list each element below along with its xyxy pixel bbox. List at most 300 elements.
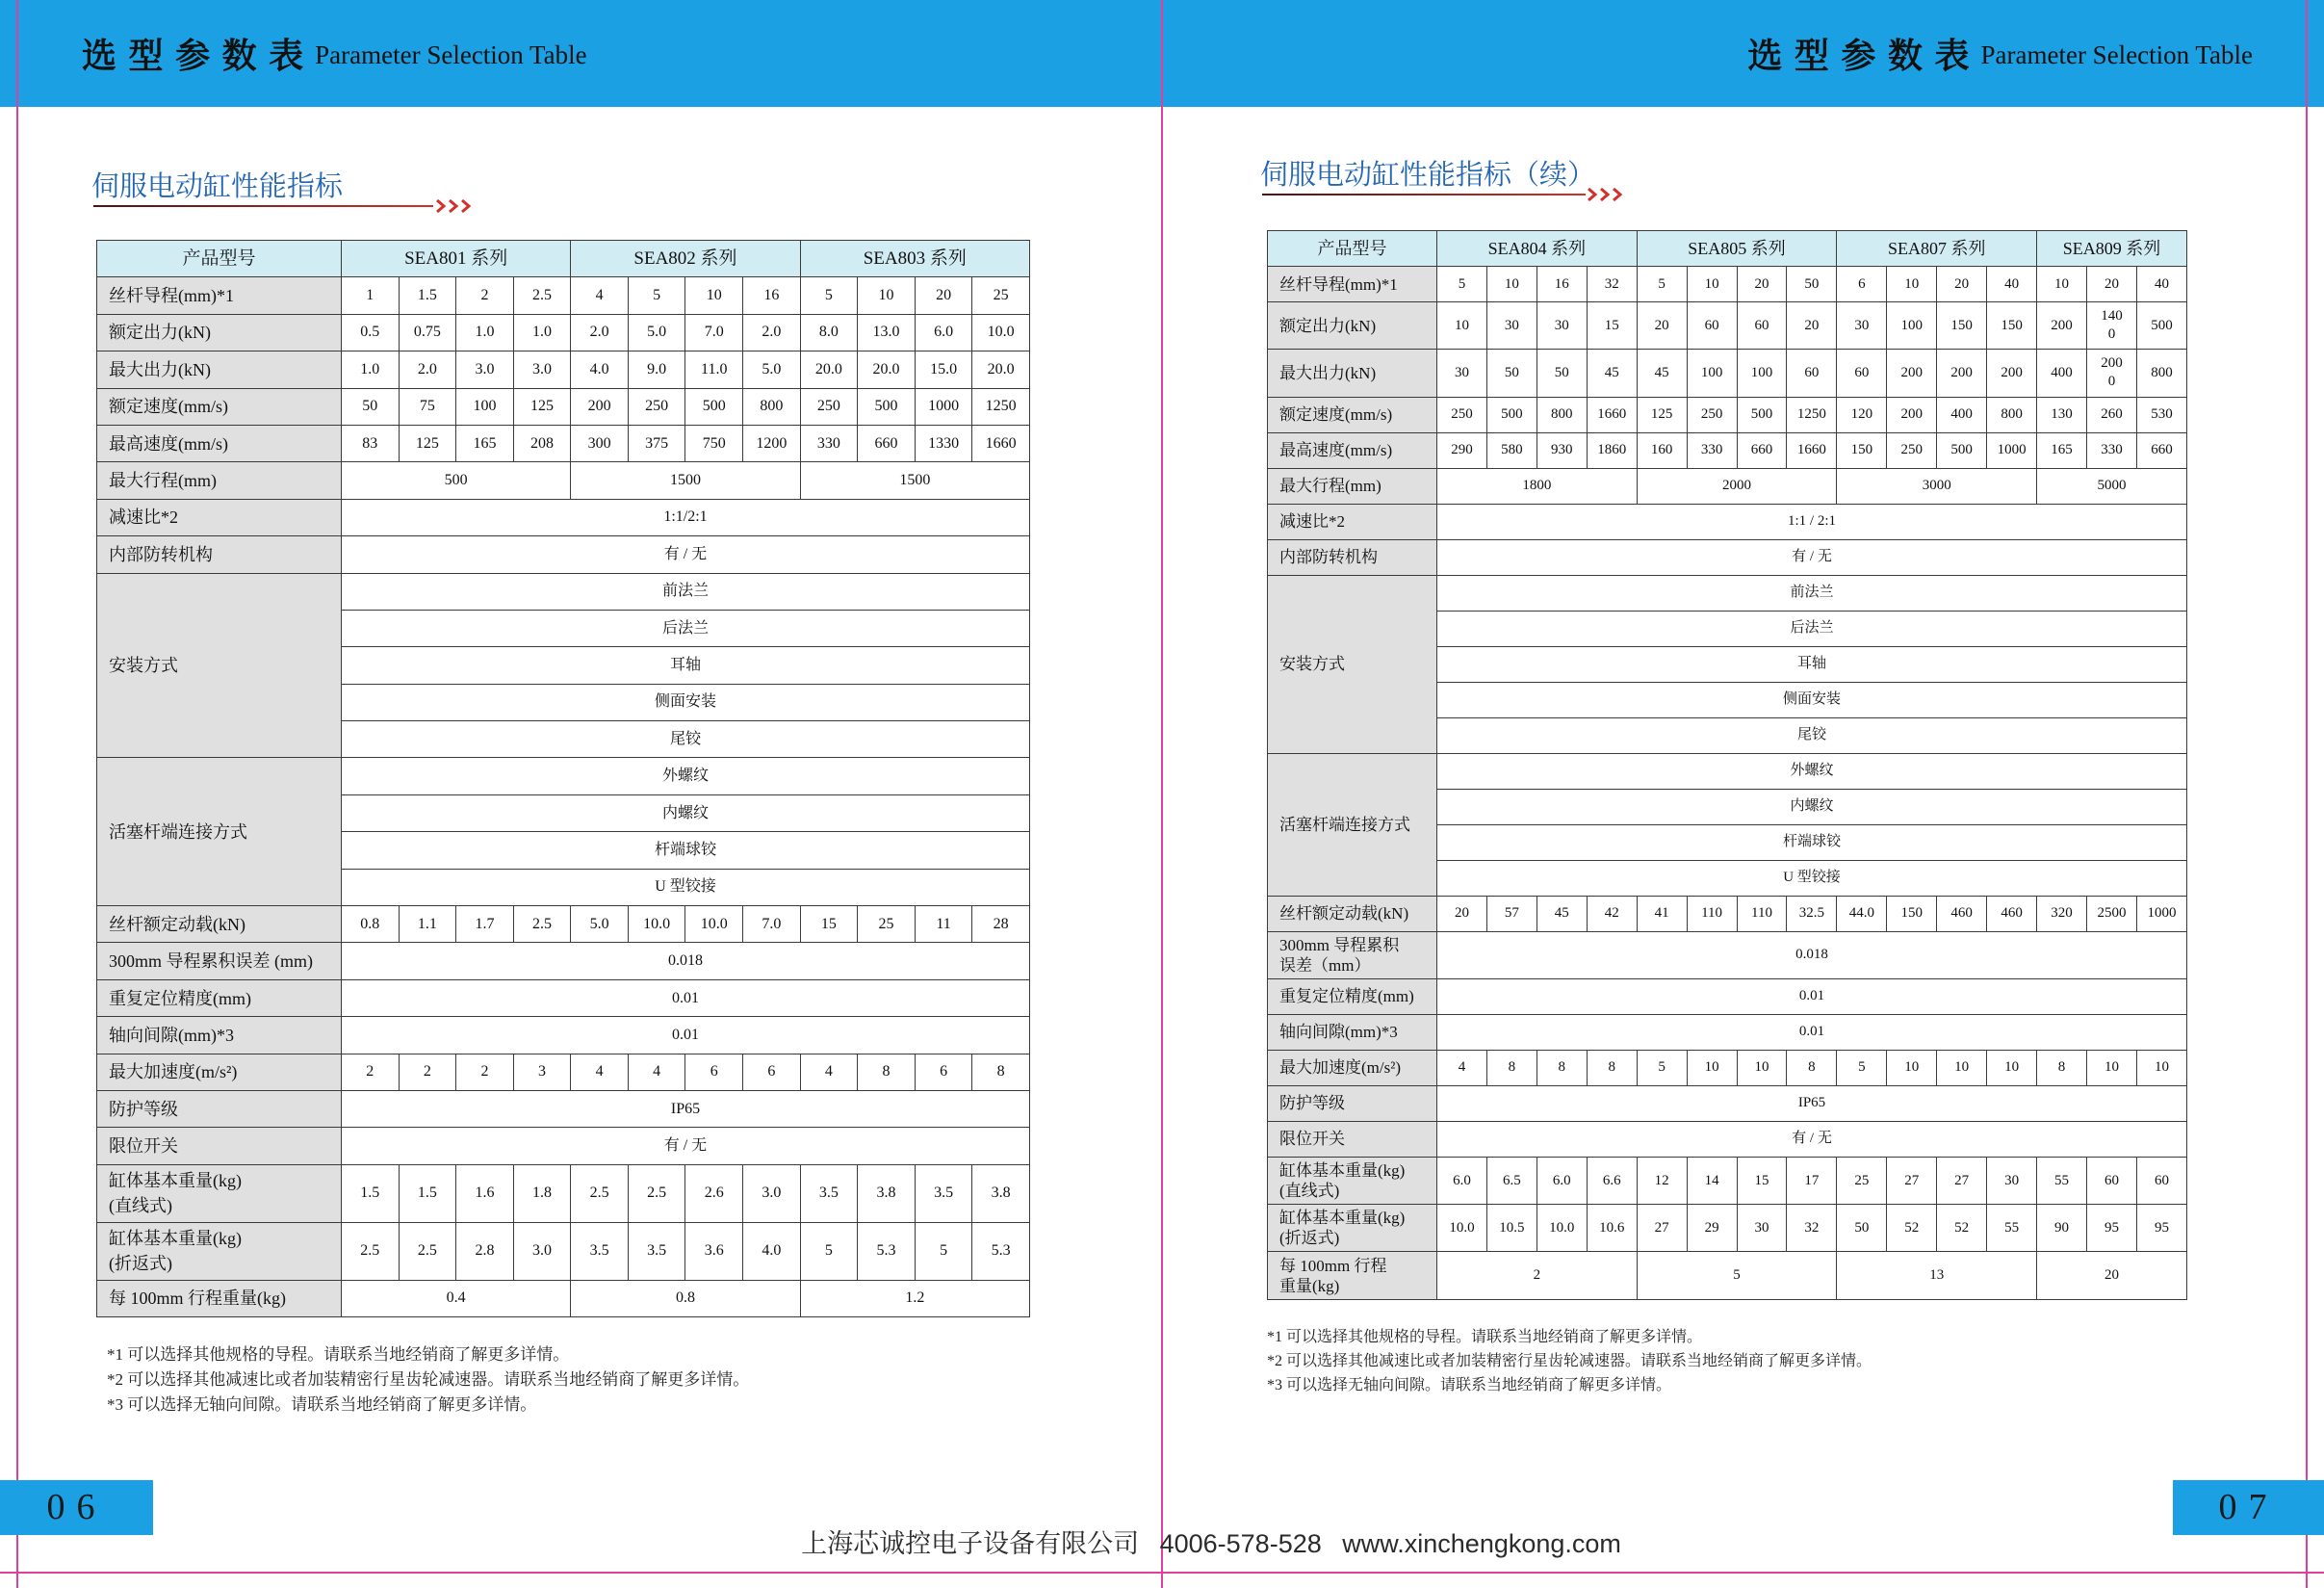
param-value xyxy=(2086,350,2136,397)
param-value: 6 xyxy=(685,1054,743,1090)
param-value: 20 xyxy=(1637,302,1687,350)
param-value: 45 xyxy=(1637,350,1687,397)
page-number: 07 xyxy=(2173,1480,2324,1535)
table-row xyxy=(1268,1050,2187,1085)
param-value: 15 xyxy=(1587,302,1637,350)
param-value: 3.0 xyxy=(456,351,514,388)
param-value: 5.0 xyxy=(743,351,801,388)
param-label: 丝杆额定动载(kN) xyxy=(1268,896,1437,931)
param-value: 52 xyxy=(1937,1205,1987,1252)
banner-title-cn: 选 型 参 数 表 xyxy=(1747,36,1970,76)
param-value: 500 xyxy=(1937,432,1987,468)
footnote: *3 可以选择无轴向间隙。请联系当地经销商了解更多详情。 xyxy=(1267,1377,1672,1393)
param-value: 3.6 xyxy=(685,1222,743,1280)
table-row xyxy=(1268,397,2187,432)
option-value: 尾铰 xyxy=(342,721,1030,758)
param-label: 最高速度(mm/s) xyxy=(1268,432,1437,468)
param-value: 2500 xyxy=(2086,896,2136,931)
param-label: 缸体基本重量(kg) (直线式) xyxy=(1268,1157,1437,1204)
param-value: 3.0 xyxy=(743,1164,801,1222)
param-value: 400 xyxy=(1937,397,1987,432)
param-value: 3.5 xyxy=(800,1164,858,1222)
param-value: 10 xyxy=(1937,1050,1987,1085)
param-value: 2.5 xyxy=(513,906,571,943)
param-label: 300mm 导程累积 误差（mm） xyxy=(1268,931,1437,978)
param-value: 3.8 xyxy=(858,1164,916,1222)
param-value: 5 xyxy=(800,277,858,314)
param-label: 300mm 导程累积误差 (mm) xyxy=(97,943,342,979)
param-value: 0.01 xyxy=(342,1017,1030,1054)
table-row xyxy=(1268,931,2187,978)
param-value: 6.0 xyxy=(915,314,972,351)
wrapped-value: 1400 xyxy=(2101,308,2123,343)
section-title: 伺服电动缸性能指标 xyxy=(91,171,344,202)
option-value: 外螺纹 xyxy=(342,758,1030,794)
param-value: 2.8 xyxy=(456,1222,514,1280)
param-value: 41 xyxy=(1637,896,1687,931)
param-value: 6 xyxy=(915,1054,972,1090)
param-value: 60 xyxy=(2086,1157,2136,1204)
option-value: 前法兰 xyxy=(1437,575,2187,611)
param-label: 减速比*2 xyxy=(97,499,342,535)
table-header-row xyxy=(1268,231,2187,267)
param-value: 530 xyxy=(2136,397,2186,432)
param-value: 有 / 无 xyxy=(1437,539,2187,575)
param-value: 0.01 xyxy=(342,979,1030,1016)
param-value: 17 xyxy=(1787,1157,1837,1204)
param-label: 安装方式 xyxy=(97,573,342,758)
param-label: 减速比*2 xyxy=(1268,504,1437,539)
param-value: 45 xyxy=(1587,350,1637,397)
param-value: 95 xyxy=(2086,1205,2136,1252)
param-value: 10 xyxy=(2136,1050,2186,1085)
param-value: 460 xyxy=(1937,896,1987,931)
param-value: 120 xyxy=(1837,397,1887,432)
param-value: 110 xyxy=(1687,896,1737,931)
section-title: 伺服电动缸性能指标（续） xyxy=(1260,160,1596,191)
table-row xyxy=(97,1128,1030,1164)
param-label: 缸体基本重量(kg) (折返式) xyxy=(97,1222,342,1280)
param-value: 150 xyxy=(1937,302,1987,350)
footnote: *1 可以选择其他规格的导程。请联系当地经销商了解更多详情。 xyxy=(107,1345,570,1364)
param-value: 8 xyxy=(1486,1050,1536,1085)
series-header: SEA809 系列 xyxy=(2037,231,2187,267)
param-value: 800 xyxy=(2136,350,2186,397)
param-value: 460 xyxy=(1987,896,2037,931)
param-value: 260 xyxy=(2086,397,2136,432)
table-row xyxy=(1268,504,2187,539)
crop-line-center xyxy=(1161,0,1163,1588)
section-underline xyxy=(93,205,433,207)
param-value: 5.0 xyxy=(571,906,629,943)
param-value: 1000 xyxy=(915,388,972,425)
param-value: 130 xyxy=(2037,397,2087,432)
param-value: 500 xyxy=(342,462,571,499)
param-value: 1250 xyxy=(1787,397,1837,432)
param-value: 250 xyxy=(1687,397,1737,432)
param-value xyxy=(2086,302,2136,350)
param-value: 5.3 xyxy=(858,1222,916,1280)
param-label: 最大行程(mm) xyxy=(1268,468,1437,504)
option-value: 耳轴 xyxy=(1437,646,2187,682)
param-value: 8 xyxy=(972,1054,1030,1090)
param-value: 4 xyxy=(1437,1050,1487,1085)
param-value: 30 xyxy=(1987,1157,2037,1204)
param-value: 44.0 xyxy=(1837,896,1887,931)
table-row xyxy=(97,351,1030,388)
param-label: 活塞杆端连接方式 xyxy=(1268,753,1437,896)
param-value: 10 xyxy=(858,277,916,314)
crop-line-right xyxy=(2306,0,2308,1588)
table-row xyxy=(1268,432,2187,468)
page-number: 06 xyxy=(0,1480,153,1535)
param-value: 200 xyxy=(1887,350,1937,397)
param-value: 60 xyxy=(1737,302,1787,350)
param-value: 10.5 xyxy=(1486,1205,1536,1252)
table-row xyxy=(1268,1252,2187,1299)
param-value: 60 xyxy=(2136,1157,2186,1204)
param-label: 额定速度(mm/s) xyxy=(1268,397,1437,432)
param-value: 10 xyxy=(1486,267,1536,302)
banner-title-en: Parameter Selection Table xyxy=(315,40,587,69)
param-value: 1.2 xyxy=(800,1280,1029,1316)
param-value: 4 xyxy=(628,1054,685,1090)
param-value: 160 xyxy=(1637,432,1687,468)
section-underline xyxy=(1262,194,1586,195)
param-value: 55 xyxy=(2037,1157,2087,1204)
param-value: 1660 xyxy=(972,425,1030,461)
param-value: 29 xyxy=(1687,1205,1737,1252)
param-value: 25 xyxy=(1837,1157,1887,1204)
param-value: 1.0 xyxy=(342,351,400,388)
param-value: 2.5 xyxy=(628,1164,685,1222)
table-row xyxy=(97,906,1030,943)
param-value: 15.0 xyxy=(915,351,972,388)
param-value: 6.6 xyxy=(1587,1157,1637,1204)
param-value: 100 xyxy=(1737,350,1787,397)
param-value: 10.0 xyxy=(1536,1205,1587,1252)
param-label: 丝杆导程(mm)*1 xyxy=(97,277,342,314)
param-value: IP65 xyxy=(342,1090,1030,1127)
param-value: 1.5 xyxy=(399,1164,456,1222)
param-label: 每 100mm 行程重量(kg) xyxy=(97,1280,342,1316)
footnote: *3 可以选择无轴向间隙。请联系当地经销商了解更多详情。 xyxy=(107,1395,537,1414)
param-value: 5 xyxy=(1637,267,1687,302)
param-value: 3.5 xyxy=(571,1222,629,1280)
table-row xyxy=(1268,468,2187,504)
param-value: 5000 xyxy=(2037,468,2187,504)
param-value: 5 xyxy=(1837,1050,1887,1085)
param-value: 320 xyxy=(2037,896,2087,931)
param-label: 限位开关 xyxy=(1268,1121,1437,1157)
param-label: 最大加速度(m/s²) xyxy=(97,1054,342,1090)
option-value: 后法兰 xyxy=(342,610,1030,646)
param-value: 27 xyxy=(1887,1157,1937,1204)
option-value: 前法兰 xyxy=(342,573,1030,610)
param-value: 0.4 xyxy=(342,1280,571,1316)
table-row xyxy=(97,1280,1030,1316)
footnote: *2 可以选择其他减速比或者加装精密行星齿轮减速器。请联系当地经销商了解更多详情。 xyxy=(107,1370,750,1389)
param-value: 750 xyxy=(685,425,743,461)
param-value: 9.0 xyxy=(628,351,685,388)
param-value: 8 xyxy=(1787,1050,1837,1085)
param-value: 75 xyxy=(399,388,456,425)
banner-title-left xyxy=(82,0,587,107)
footnotes xyxy=(107,1342,749,1418)
param-value: 60 xyxy=(1787,350,1837,397)
option-value: U 型铰接 xyxy=(1437,860,2187,896)
param-value: 20 xyxy=(915,277,972,314)
series-header: SEA803 系列 xyxy=(800,241,1029,277)
param-value: 110 xyxy=(1737,896,1787,931)
param-value: 10 xyxy=(2037,267,2087,302)
param-value: 5.3 xyxy=(972,1222,1030,1280)
param-value: 0.018 xyxy=(342,943,1030,979)
param-value: 95 xyxy=(2136,1205,2186,1252)
param-value: 580 xyxy=(1486,432,1536,468)
param-value: 有 / 无 xyxy=(342,1128,1030,1164)
option-value: 侧面安装 xyxy=(342,684,1030,720)
param-value: 10 xyxy=(1687,1050,1737,1085)
table-row xyxy=(97,1164,1030,1222)
wrapped-value: 2000 xyxy=(2101,355,2123,390)
table-row xyxy=(1268,1121,2187,1157)
param-value: 1:1/2:1 xyxy=(342,499,1030,535)
param-value: 330 xyxy=(800,425,858,461)
param-value: 300 xyxy=(571,425,629,461)
param-label: 内部防转机构 xyxy=(97,536,342,573)
param-value: 250 xyxy=(1437,397,1487,432)
param-value: 0.8 xyxy=(571,1280,800,1316)
param-value: 25 xyxy=(972,277,1030,314)
param-value: 3 xyxy=(513,1054,571,1090)
param-value: 12 xyxy=(1637,1157,1687,1204)
param-value: 2 xyxy=(342,1054,400,1090)
param-value: 8 xyxy=(858,1054,916,1090)
param-value: 27 xyxy=(1937,1157,1987,1204)
param-value: 20.0 xyxy=(800,351,858,388)
param-value: 45 xyxy=(1536,896,1587,931)
param-label: 额定速度(mm/s) xyxy=(97,388,342,425)
param-value: 4 xyxy=(800,1054,858,1090)
param-label: 轴向间隙(mm)*3 xyxy=(97,1017,342,1054)
table-row xyxy=(97,1017,1030,1054)
footnotes xyxy=(1267,1325,1872,1397)
table-row xyxy=(1268,1014,2187,1050)
param-value: 2 xyxy=(399,1054,456,1090)
param-value: 375 xyxy=(628,425,685,461)
param-value: 330 xyxy=(2086,432,2136,468)
param-value: 55 xyxy=(1987,1205,2037,1252)
param-value: 200 xyxy=(1937,350,1987,397)
footnote: *2 可以选择其他减速比或者加装精密行星齿轮减速器。请联系当地经销商了解更多详情。 xyxy=(1267,1353,1872,1369)
param-value: 1500 xyxy=(800,462,1029,499)
table-row xyxy=(97,758,1030,794)
param-value: 3.5 xyxy=(915,1164,972,1222)
param-value: 32 xyxy=(1587,267,1637,302)
param-value: 2.0 xyxy=(743,314,801,351)
param-value: 10 xyxy=(1687,267,1737,302)
param-value: 100 xyxy=(456,388,514,425)
param-value: 0.75 xyxy=(399,314,456,351)
param-value: 1660 xyxy=(1787,432,1837,468)
param-value: 52 xyxy=(1887,1205,1937,1252)
param-value: 800 xyxy=(1987,397,2037,432)
param-value: 20 xyxy=(1437,896,1487,931)
param-value: 6.5 xyxy=(1486,1157,1536,1204)
banner-title-en: Parameter Selection Table xyxy=(1980,40,2253,69)
param-value: 150 xyxy=(1887,896,1937,931)
param-value: 3.8 xyxy=(972,1164,1030,1222)
param-value: 2.5 xyxy=(342,1222,400,1280)
company-footer xyxy=(674,1527,1748,1560)
param-value: 125 xyxy=(399,425,456,461)
param-value: 200 xyxy=(1987,350,2037,397)
param-value: 7.0 xyxy=(743,906,801,943)
param-value: 250 xyxy=(1887,432,1937,468)
option-value: 后法兰 xyxy=(1437,611,2187,646)
table-row xyxy=(97,462,1030,499)
param-value: 30 xyxy=(1837,302,1887,350)
param-value: 5 xyxy=(915,1222,972,1280)
param-value: 50 xyxy=(1837,1205,1887,1252)
param-value: 13 xyxy=(1837,1252,2037,1299)
param-value: 500 xyxy=(1486,397,1536,432)
table-row xyxy=(97,425,1030,461)
crop-line-left xyxy=(16,0,18,1588)
option-value: 杆端球铰 xyxy=(342,832,1030,869)
website: www.xinchengkong.com xyxy=(1342,1529,1621,1558)
banner-title-cn: 选 型 参 数 表 xyxy=(82,36,304,76)
param-value: 500 xyxy=(685,388,743,425)
param-value: 1.1 xyxy=(399,906,456,943)
param-value: 10.0 xyxy=(1437,1205,1487,1252)
param-value: 50 xyxy=(342,388,400,425)
param-value: 165 xyxy=(2037,432,2087,468)
table-row xyxy=(1268,350,2187,397)
param-value: 11 xyxy=(915,906,972,943)
param-label: 重复定位精度(mm) xyxy=(1268,978,1437,1014)
param-value: 50 xyxy=(1787,267,1837,302)
param-value: 40 xyxy=(2136,267,2186,302)
param-value: 42 xyxy=(1587,896,1637,931)
param-value: IP65 xyxy=(1437,1085,2187,1121)
param-label: 最大加速度(m/s²) xyxy=(1268,1050,1437,1085)
param-value: 2 xyxy=(456,1054,514,1090)
param-value: 200 xyxy=(571,388,629,425)
performance-table xyxy=(96,240,1030,1317)
param-value: 4 xyxy=(571,277,629,314)
param-label: 丝杆额定动载(kN) xyxy=(97,906,342,943)
param-value: 800 xyxy=(743,388,801,425)
param-value: 14 xyxy=(1687,1157,1737,1204)
param-value: 0.8 xyxy=(342,906,400,943)
param-value: 30 xyxy=(1437,350,1487,397)
table-row xyxy=(97,536,1030,573)
param-value: 4 xyxy=(571,1054,629,1090)
param-value: 4.0 xyxy=(743,1222,801,1280)
param-value: 3.0 xyxy=(513,351,571,388)
param-value: 28 xyxy=(972,906,1030,943)
param-value: 2.0 xyxy=(571,314,629,351)
param-value: 5 xyxy=(800,1222,858,1280)
option-value: 侧面安装 xyxy=(1437,682,2187,717)
param-label: 最大出力(kN) xyxy=(1268,350,1437,397)
param-value: 150 xyxy=(1987,302,2037,350)
table-row xyxy=(1268,1085,2187,1121)
param-value: 500 xyxy=(858,388,916,425)
param-value: 2.5 xyxy=(571,1164,629,1222)
param-label: 重复定位精度(mm) xyxy=(97,979,342,1016)
param-value: 20 xyxy=(1737,267,1787,302)
table-row xyxy=(97,314,1030,351)
param-value: 50 xyxy=(1536,350,1587,397)
table-row xyxy=(1268,575,2187,611)
table-row xyxy=(97,943,1030,979)
param-value: 4.0 xyxy=(571,351,629,388)
param-value: 1.0 xyxy=(513,314,571,351)
option-value: 内螺纹 xyxy=(342,794,1030,831)
param-value: 11.0 xyxy=(685,351,743,388)
param-label: 缸体基本重量(kg) (折返式) xyxy=(1268,1205,1437,1252)
param-value: 5 xyxy=(628,277,685,314)
param-value: 20 xyxy=(2086,267,2136,302)
param-value: 3.5 xyxy=(628,1222,685,1280)
table-row xyxy=(97,388,1030,425)
param-value: 400 xyxy=(2037,350,2087,397)
param-value: 10.0 xyxy=(685,906,743,943)
param-value: 8 xyxy=(2037,1050,2087,1085)
param-value: 2 xyxy=(1437,1252,1638,1299)
param-value: 2.5 xyxy=(513,277,571,314)
param-label: 防护等级 xyxy=(1268,1085,1437,1121)
series-header: SEA802 系列 xyxy=(571,241,800,277)
table-row xyxy=(1268,978,2187,1014)
param-value: 1:1 / 2:1 xyxy=(1437,504,2187,539)
param-value: 660 xyxy=(858,425,916,461)
param-value: 15 xyxy=(1737,1157,1787,1204)
param-value: 100 xyxy=(1887,302,1937,350)
param-value: 1.5 xyxy=(342,1164,400,1222)
param-value: 208 xyxy=(513,425,571,461)
param-value: 2.5 xyxy=(399,1222,456,1280)
param-value: 5 xyxy=(1637,1252,1837,1299)
param-value: 165 xyxy=(456,425,514,461)
param-label: 额定出力(kN) xyxy=(97,314,342,351)
param-value: 0.01 xyxy=(1437,1014,2187,1050)
param-label: 最大行程(mm) xyxy=(97,462,342,499)
param-value: 1660 xyxy=(1587,397,1637,432)
param-value: 500 xyxy=(1737,397,1787,432)
param-label: 丝杆导程(mm)*1 xyxy=(1268,267,1437,302)
param-label: 每 100mm 行程 重量(kg) xyxy=(1268,1252,1437,1299)
option-value: 外螺纹 xyxy=(1437,753,2187,789)
param-value: 8 xyxy=(1536,1050,1587,1085)
param-value: 6.0 xyxy=(1437,1157,1487,1204)
param-label: 最大出力(kN) xyxy=(97,351,342,388)
table-header-row xyxy=(97,241,1030,277)
crop-line-bottom xyxy=(0,1572,2324,1574)
option-value: 尾铰 xyxy=(1437,717,2187,753)
table-row xyxy=(97,979,1030,1016)
param-value: 有 / 无 xyxy=(342,536,1030,573)
param-value: 20.0 xyxy=(858,351,916,388)
param-value: 2.0 xyxy=(399,351,456,388)
triple-chevron-icon xyxy=(435,198,478,214)
param-value: 660 xyxy=(2136,432,2186,468)
param-value: 150 xyxy=(1837,432,1887,468)
param-value: 50 xyxy=(1486,350,1536,397)
